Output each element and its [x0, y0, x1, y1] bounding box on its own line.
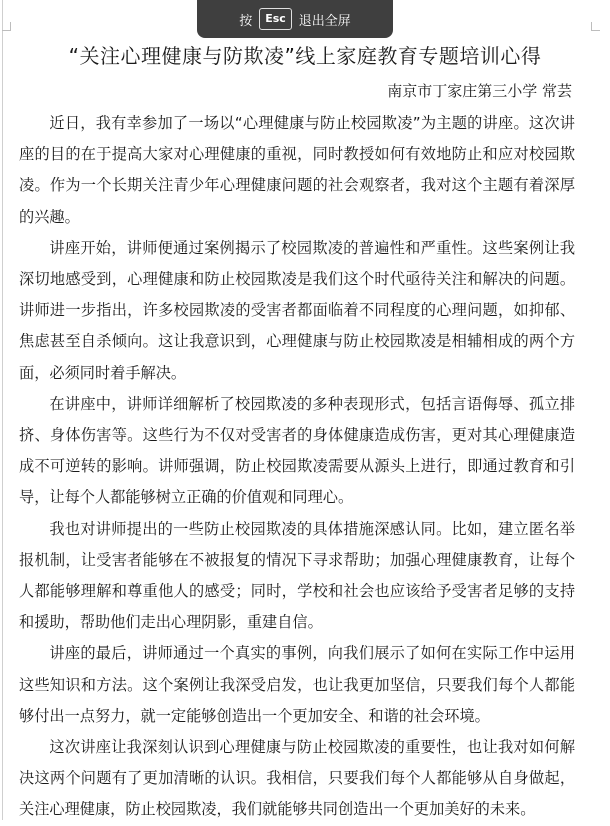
exit-fullscreen-hint[interactable]	[197, 0, 393, 38]
document-title: “关注心理健康与防欺凌”线上家庭教育专题培训心得	[68, 44, 542, 68]
exit-hint-suffix: 退出全屏	[298, 13, 351, 29]
paragraph-2: 讲座开始，讲师便通过案例揭示了校园欺凌的普遍性和严重性。这些案例让我深切地感受到，心理健康和防止校园欺凌是我们这个时代亟待关注和解决的问题。讲师进一步指出，许多校园欺凌的受害者都面临着不同程度的心理问题，如抑郁、焦虑甚至自杀倾向。这让我意识到，心理健康与防止校园欺凌是相辅相成的两个方面，必须同时着手解决。	[19, 238, 575, 382]
paragraph-4: 我也对讲师提出的一些防止校园欺凌的具体措施深感认同。比如，建立匿名举报机制，让受害者能够在不被报复的情况下寻求帮助；加强心理健康教育，让每个人都能够理解和尊重他人的感受；同时，学校和社会也应该给予受害者足够的支持和援助，帮助他们走出心理阴影，重建自信。	[19, 519, 575, 632]
document-author: 南京市丁家庄第三小学 常芸	[387, 82, 572, 100]
page-edge	[2, 0, 3, 820]
exit-hint-prefix: 按	[239, 13, 253, 29]
paragraph-3: 在讲座中，讲师详细解析了校园欺凌的多种表现形式，包括言语侮辱、孤立排挤、身体伤害等。这些行为不仅对受害者的身体健康造成伤害，更对其心理健康造成不可逆转的影响。讲师强调，防止校园欺凌需要从源头上进行，即通过教育和引导，让每个人都能够树立正确的价值观和同理心。	[19, 394, 575, 507]
document-body	[19, 108, 575, 826]
paragraph-5: 讲座的最后，讲师通过一个真实的事例，向我们展示了如何在实际工作中运用这些知识和方法。这个案例让我深受启发，也让我更加坚信，只要我们每个人都能够付出一点努力，就一定能够创造出一个更加安全、和谐的社会环境。	[19, 644, 575, 725]
paragraph-1: 近日，我有幸参加了一场以“心理健康与防止校园欺凌”为主题的讲座。这次讲座的目的在于提高大家对心理健康的重视，同时教授如何有效地防止和应对校园欺凌。作为一个长期关注青少年心理健康问题的社会观察者，我对这个主题有着深厚的兴趣。	[19, 114, 575, 226]
paragraph-6: 这次讲座让我深刻认识到心理健康与防止校园欺凌的重要性，也让我对如何解决这两个问题有了更加清晰的认识。我相信，只要我们每个人都能够从自身做起，关注心理健康，防止校园欺凌，我们就能够共同创造出一个更加美好的未来。	[19, 738, 575, 819]
esc-key-badge[interactable]: Esc	[259, 8, 292, 30]
page-corner-mark-left	[2, 22, 11, 31]
page-corner-mark-right	[591, 22, 600, 31]
